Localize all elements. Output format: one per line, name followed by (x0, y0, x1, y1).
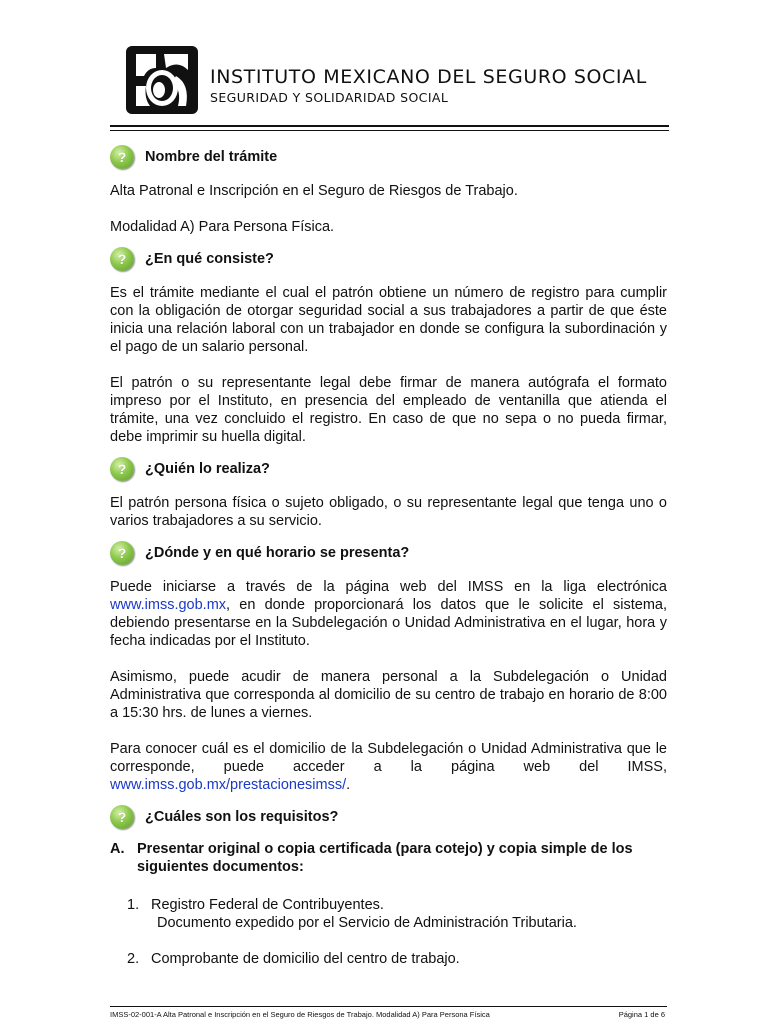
prestaciones-link[interactable]: www.imss.gob.mx/prestacionesimss/ (110, 777, 347, 793)
section-heading-requisitos (110, 800, 667, 834)
help-question-icon: ? (110, 805, 134, 829)
list-item-text: Comprobante de domicilio del centro de trabajo. (151, 951, 460, 967)
footer-divider (110, 1006, 667, 1007)
help-question-icon: ? (110, 541, 134, 565)
heading-text: ¿Cuáles son los requisitos? (145, 809, 339, 825)
paragraph: Modalidad A) Para Persona Física. (110, 219, 335, 235)
list-item (127, 896, 667, 932)
header-divider-thick (110, 125, 669, 127)
help-question-icon: ? (110, 145, 134, 169)
list-number: 1. (127, 897, 140, 913)
paragraph (110, 740, 667, 794)
text: Para conocer cuál es el domicilio de la Subdelegación o Unidad Administrativa que le corresponde, puede acceder a la página web del IMSS, (110, 741, 667, 775)
help-question-icon: ? (110, 247, 134, 271)
paragraph: Alta Patronal e Inscripción en el Seguro de Riesgos de Trabajo. (110, 183, 518, 199)
requirement-a (110, 840, 667, 876)
heading-text: ¿En qué consiste? (145, 251, 274, 267)
paragraph: El patrón persona física o sujeto obligado, o su representante legal que tenga uno o varios trabajadores a su servicio. (110, 495, 667, 529)
section-heading-consiste (110, 242, 667, 276)
imss-logo (126, 46, 198, 114)
section-heading-quien (110, 452, 667, 486)
heading-text: Nombre del trámite (145, 149, 278, 165)
text: , en donde proporcionará los datos que le solicite el sistema, debiendo presentarse en la Subdelegación o Unidad Administrativa en el lugar, hora y fecha indicadas por el Instituto. (110, 597, 667, 649)
institute-tagline: SEGURIDAD Y SOLIDARIDAD SOCIAL (210, 90, 449, 105)
document-body (110, 140, 667, 968)
imss-website-link[interactable]: www.imss.gob.mx (110, 597, 227, 613)
institute-name: INSTITUTO MEXICANO DEL SEGURO SOCIAL (210, 66, 647, 88)
paragraph (110, 578, 667, 650)
paragraph: Asimismo, puede acudir de manera personal a la Subdelegación o Unidad Administrativa que corresponda al domicilio de su centro de trabajo en horario de 8:00 a 15:30 hrs. de lunes a viernes. (110, 669, 667, 721)
footer-document-id: IMSS-02-001-A Alta Patronal e Inscripción en el Seguro de Riesgos de Trabajo. Modalidad A) Para Persona Física (110, 1010, 490, 1019)
requirement-letter: A. (110, 841, 125, 857)
paragraph: El patrón o su representante legal debe firmar de manera autógrafa el formato impreso por el Instituto, en presencia del empleado de ventanilla que atienda el trámite, una vez concluido el registro. En caso de que no sepa o no pueda firmar, debe imprimir su huella digital. (110, 375, 667, 445)
list-item (127, 950, 667, 968)
heading-text: ¿Dónde y en qué horario se presenta? (145, 545, 410, 561)
requirement-text: Presentar original o copia certificada (para cotejo) y copia simple de los siguientes documentos: (137, 841, 633, 875)
list-item-subtext: Documento expedido por el Servicio de Administración Tributaria. (157, 915, 577, 931)
document-header (110, 42, 670, 122)
document-list (110, 896, 667, 968)
list-number: 2. (127, 951, 140, 967)
header-divider-thin (110, 130, 669, 131)
section-heading-donde (110, 536, 667, 570)
heading-text: ¿Quién lo realiza? (145, 461, 270, 477)
list-item-text: Registro Federal de Contribuyentes. (151, 897, 384, 913)
text: Puede iniciarse a través de la página web del IMSS en la liga electrónica (110, 579, 667, 595)
text: . (346, 777, 351, 793)
footer-page-number: Página 1 de 6 (618, 1010, 665, 1019)
section-heading-nombre (110, 140, 667, 174)
help-question-icon: ? (110, 457, 134, 481)
paragraph: Es el trámite mediante el cual el patrón obtiene un número de registro para cumplir con la obligación de otorgar seguridad social a sus trabajadores a partir de que éste inicia una relación laboral con un trabajador en donde se configura la subordinación y el pago de un salario personal. (110, 285, 667, 355)
